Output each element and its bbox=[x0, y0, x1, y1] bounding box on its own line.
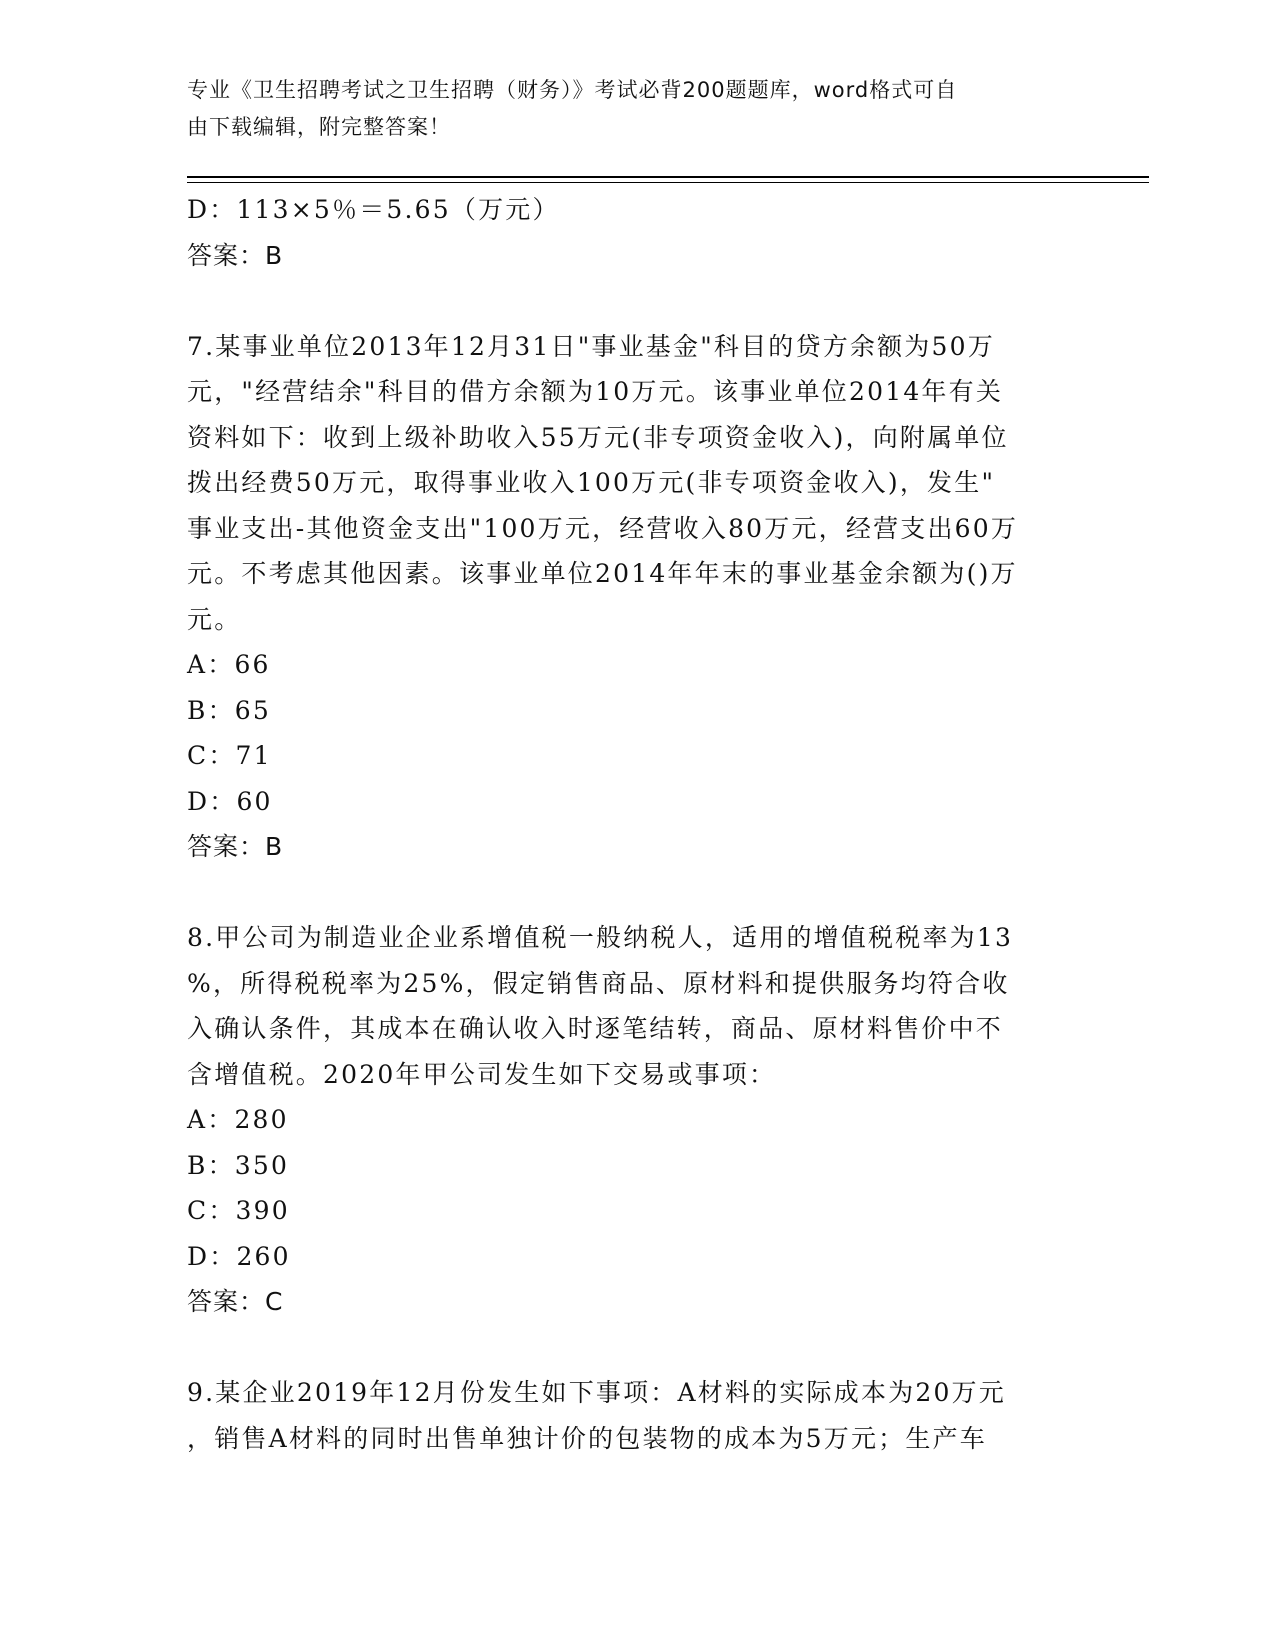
header-rule-thick bbox=[187, 176, 1149, 178]
header-rule-thin bbox=[187, 182, 1149, 183]
question-text-line: 含增值税。2020年甲公司发生如下交易或事项： bbox=[187, 1059, 777, 1089]
option-c: C：71 bbox=[187, 741, 272, 770]
question-text-line: 7.某事业单位2013年12月31日"事业基金"科目的贷方余额为50万 bbox=[187, 331, 995, 361]
question-text-line: ，销售A材料的同时出售单独计价的包装物的成本为5万元；生产车 bbox=[187, 1423, 987, 1453]
header-line-1: 专业《卫生招聘考试之卫生招聘（财务）》考试必背200题题库，word格式可自 bbox=[187, 78, 958, 102]
answer-line: 答案：B bbox=[187, 832, 284, 861]
question-7 bbox=[187, 324, 1087, 870]
answer-line: 答案：C bbox=[187, 1287, 284, 1316]
option-d: D：60 bbox=[187, 786, 273, 816]
question-text-line: 8.甲公司为制造业企业系增值税一般纳税人，适用的增值税税率为13 bbox=[187, 923, 1014, 952]
question-text-line: 资料如下：收到上级补助收入55万元(非专项资金收入)，向附属单位 bbox=[187, 422, 1009, 452]
option-c: C：390 bbox=[187, 1196, 290, 1225]
document-body bbox=[187, 187, 1087, 1461]
question-text-line: 入确认条件，其成本在确认收入时逐笔结转，商品、原材料售价中不 bbox=[187, 1014, 1004, 1043]
question-8 bbox=[187, 915, 1087, 1325]
option-d: D：113×5％＝5.65（万元） bbox=[187, 195, 560, 224]
header-line-2: 由下载编辑，附完整答案！ bbox=[187, 115, 451, 139]
question-text-line: 事业支出-其他资金支出"100万元，经营收入80万元，经营支出60万 bbox=[187, 513, 1019, 543]
option-a: A：66 bbox=[187, 650, 271, 679]
question-text-line: 拨出经费50万元，取得事业收入100万元(非专项资金收入)，发生" bbox=[187, 468, 996, 497]
page-header bbox=[187, 72, 1067, 146]
question-9 bbox=[187, 1370, 1087, 1461]
option-b: B：350 bbox=[187, 1150, 290, 1180]
option-b: B：65 bbox=[187, 695, 271, 725]
question-text-line: 9.某企业2019年12月份发生如下事项：A材料的实际成本为20万元 bbox=[187, 1378, 1006, 1407]
question-text-line: 元，"经营结余"科目的借方余额为10万元。该事业单位2014年有关 bbox=[187, 377, 1004, 406]
question-text-line: 元。 bbox=[187, 604, 242, 634]
option-d: D：260 bbox=[187, 1241, 291, 1271]
question-text-line: %，所得税税率为25%，假定销售商品、原材料和提供服务均符合收 bbox=[187, 968, 1010, 998]
option-a: A：280 bbox=[187, 1105, 289, 1134]
question-text-line: 元。不考虑其他因素。该事业单位2014年年末的事业基金余额为()万 bbox=[187, 559, 1018, 588]
answer-line: 答案：B bbox=[187, 240, 284, 270]
